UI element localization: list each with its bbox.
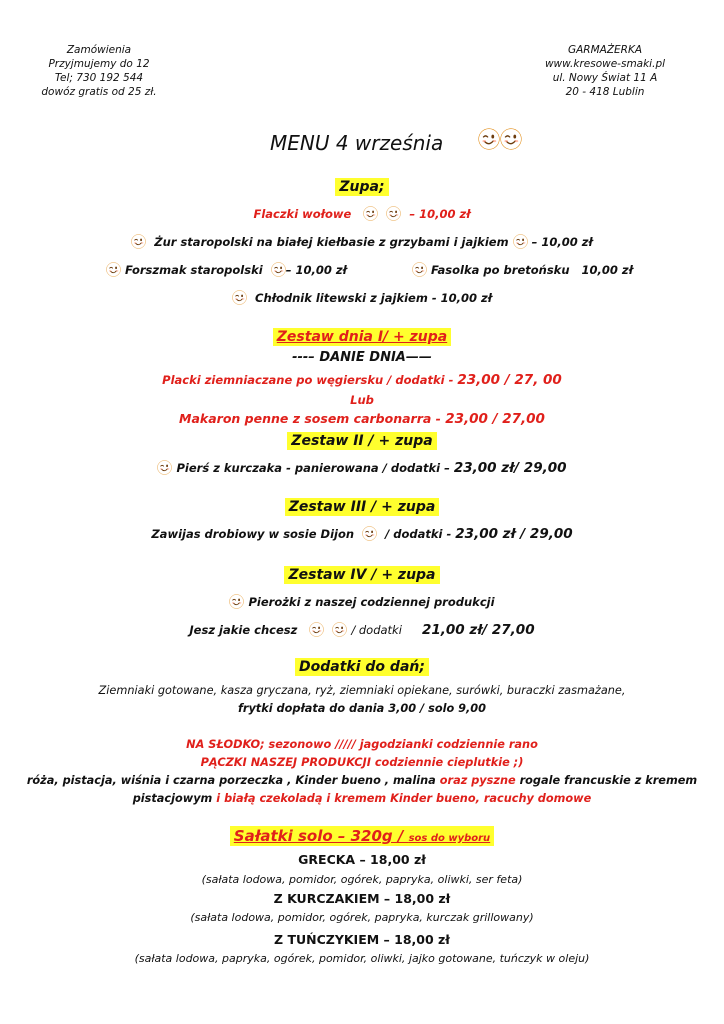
fasolka-name: Fasolka po bretońsku <box>431 263 570 277</box>
set4-line2-b: / dodatki <box>351 623 402 637</box>
order-info <box>34 43 164 99</box>
salad-desc: (sałata lodowa, papryka, ogórek, pomidor, oliwki, jajko gotowane, tuńczyk w oleju) <box>134 952 590 965</box>
set4-dish-row <box>0 594 724 609</box>
order-info-line: Przyjmujemy do 12 <box>48 58 150 70</box>
salad-name-row <box>0 891 724 906</box>
address-line: ul. Nowy Świat 11 A <box>552 72 658 84</box>
salad-name-row <box>0 852 724 867</box>
set1-subheading: ---– DANIE DNIA—— <box>292 350 432 365</box>
order-info-line: Zamówienia <box>66 44 132 56</box>
sweet-line4-a: pistacjowym <box>132 792 217 805</box>
set3-price: 23,00 zł / 29,00 <box>455 526 573 542</box>
soup-heading-row <box>0 179 724 195</box>
sides-heading: Dodatki do dań; <box>295 658 429 676</box>
set1-heading: Zestaw dnia I/ + zupa <box>273 328 451 346</box>
address-line: 20 - 418 Lublin <box>565 86 645 98</box>
order-info-line: Tel; 730 192 544 <box>54 72 144 84</box>
sides-heading-row <box>0 659 724 675</box>
set2-heading: Zestaw II / + zupa <box>287 432 436 450</box>
flaczki-price: – 10,00 zł <box>409 207 471 221</box>
soup-heading: Zupa; <box>335 178 388 196</box>
set1-subheading-row <box>0 350 724 365</box>
set3-dish-row <box>0 526 724 542</box>
set1-option2-name: Makaron penne z sosem carbonarra - <box>179 411 446 426</box>
set1-heading-row <box>0 329 724 345</box>
company-info <box>520 43 690 99</box>
soup-fasolka-row <box>412 262 633 277</box>
set3-dish: Zawijas drobiowy w sosie Dijon <box>151 527 355 541</box>
sweet-line2-row <box>0 756 724 769</box>
set2-dish-row <box>0 460 724 476</box>
winking-face-icon <box>229 594 244 609</box>
set4-heading: Zestaw IV / + zupa <box>284 566 439 584</box>
zur-price: – 10,00 zł <box>531 235 593 249</box>
winking-face-icon <box>412 262 427 277</box>
salad-name-row <box>0 932 724 947</box>
sweet-line1-row <box>0 738 724 751</box>
soup-zur-row <box>0 234 724 249</box>
winking-face-icon <box>513 234 528 249</box>
set4-dish: Pierożki z naszej codziennej produkcji <box>248 595 495 609</box>
fasolka-price: 10,00 zł <box>581 263 633 277</box>
set1-option2-price: 23,00 / 27,00 <box>445 411 545 427</box>
set1-or: Lub <box>350 393 374 407</box>
soup-forszmak-row <box>106 262 347 277</box>
set2-heading-row <box>0 433 724 449</box>
winking-face-icon <box>232 290 247 305</box>
forszmak-name: Forszmak staropolski <box>125 263 263 277</box>
sweet-line1: NA SŁODKO; sezonowo ///// jagodzianki codziennie rano <box>186 738 538 751</box>
soup-flaczki-row <box>0 206 724 221</box>
salad-name: GRECKA – 18,00 zł <box>298 852 426 867</box>
page-title: MENU 4 września <box>270 131 444 155</box>
sides-line1: Ziemniaki gotowane, kasza gryczana, ryż, ziemniaki opiekane, surówki, buraczki zasmażane, <box>98 684 626 697</box>
set1-option2-row <box>0 411 724 427</box>
sweet-line4-row <box>0 792 724 805</box>
set4-line2-row <box>0 622 724 638</box>
salad-name: Z TUŃCZYKIEM – 18,00 zł <box>274 932 450 947</box>
soup-chlodnik-row <box>0 290 724 305</box>
set2-price: 23,00 zł/ 29,00 <box>453 460 567 476</box>
sweet-line2: PĄCZKI NASZEJ PRODUKCJI codziennie cieplutkie ;) <box>200 756 524 769</box>
sides-line2: frytki dopłata do dania 3,00 / solo 9,00 <box>237 702 487 715</box>
set3-heading-row <box>0 499 724 515</box>
winking-face-icon <box>363 206 378 221</box>
set4-heading-row <box>0 567 724 583</box>
set1-option1-row <box>0 372 724 388</box>
chlodnik-text: Chłodnik litewski z jajkiem - 10,00 zł <box>255 291 492 305</box>
title-emojis <box>478 128 522 150</box>
winking-face-icon <box>500 128 522 150</box>
sides-line2-row <box>0 702 724 715</box>
set3-heading: Zestaw III / + zupa <box>285 498 440 516</box>
winking-face-icon <box>157 460 172 475</box>
set1-option1-name: Placki ziemniaczane po węgiersku / dodatki - <box>162 373 458 387</box>
winking-face-icon <box>478 128 500 150</box>
set1-or-row <box>0 393 724 407</box>
sweet-line3-c: rogale francuskie z kremem <box>519 774 698 787</box>
company-name: GARMAŻERKA <box>567 44 643 56</box>
salads-heading-main: Sałatki solo – 320g / <box>233 827 409 845</box>
winking-face-icon <box>362 526 377 541</box>
sweet-line3-b: oraz pyszne <box>439 774 520 787</box>
sweet-line4-b: i białą czekoladą i kremem Kinder bueno, racuchy domowe <box>216 792 592 805</box>
winking-face-icon <box>386 206 401 221</box>
set3-dish-rest: / dodatki - <box>385 527 456 541</box>
winking-face-icon <box>131 234 146 249</box>
set1-option1-price: 23,00 / 27, 00 <box>457 372 562 388</box>
salad-name: Z KURCZAKIEM – 18,00 zł <box>273 891 451 906</box>
menu-title <box>270 131 443 155</box>
salads-heading-row <box>0 827 724 845</box>
sweet-line3-row <box>0 774 724 787</box>
website-link[interactable]: www.kresowe-smaki.pl <box>544 58 666 70</box>
salad-desc-row <box>0 873 724 886</box>
salad-desc: (sałata lodowa, pomidor, ogórek, papryka, oliwki, ser feta) <box>201 873 523 886</box>
winking-face-icon <box>309 622 324 637</box>
set2-dish: Pierś z kurczaka - panierowana / dodatki – <box>176 461 454 475</box>
order-info-line: dowóz gratis od 25 zł. <box>41 86 157 98</box>
salad-desc: (sałata lodowa, pomidor, ogórek, papryka, kurczak grillowany) <box>190 911 534 924</box>
salads-heading-small: sos do wyboru <box>408 833 491 844</box>
salad-desc-row <box>0 911 724 924</box>
sweet-line3-a: róża, pistacja, wiśnia i czarna porzeczka , Kinder bueno , malina <box>26 774 440 787</box>
winking-face-icon <box>332 622 347 637</box>
winking-face-icon <box>271 262 286 277</box>
forszmak-price: – 10,00 zł <box>285 263 347 277</box>
set4-line2-a: Jesz jakie chcesz <box>189 623 298 637</box>
winking-face-icon <box>106 262 121 277</box>
sides-line1-row <box>0 684 724 697</box>
set4-price: 21,00 zł/ 27,00 <box>421 622 535 638</box>
zur-name: Żur staropolski na białej kiełbasie z grzybami i jajkiem <box>154 235 509 249</box>
flaczki-name: Flaczki wołowe <box>253 207 352 221</box>
salads-heading <box>230 826 494 846</box>
salad-desc-row <box>0 952 724 965</box>
